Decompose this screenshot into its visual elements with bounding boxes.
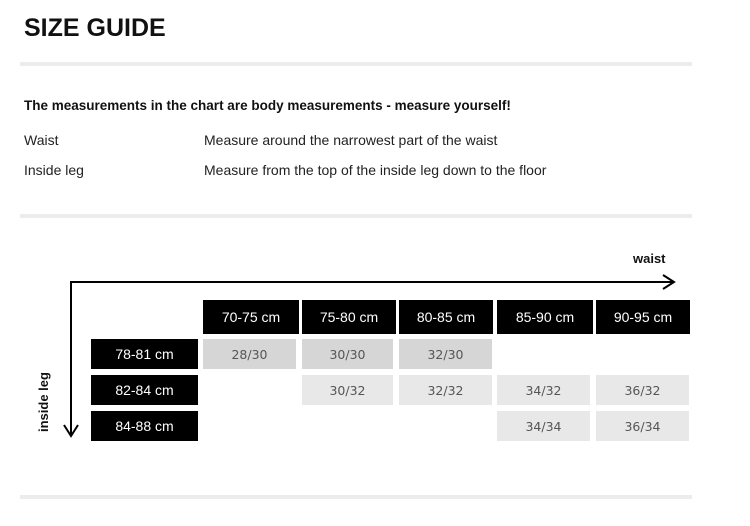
definition-term: Waist (24, 132, 59, 148)
waist-header-75-80: 75-80 cm (302, 300, 396, 334)
definition-description: Measure around the narrowest part of the waist (204, 132, 498, 148)
waist-axis-label: waist (633, 251, 666, 266)
size-cell: 32/32 (399, 375, 492, 405)
measurement-note: The measurements in the chart are body measurements - measure yourself! (24, 98, 511, 113)
size-cell: 30/30 (302, 339, 393, 369)
size-cell: 32/30 (399, 339, 492, 369)
waist-header-80-85: 80-85 cm (399, 300, 493, 334)
inside-leg-axis-label: inside leg (36, 372, 51, 432)
waist-header-90-95: 90-95 cm (596, 300, 690, 334)
page-title: SIZE GUIDE (24, 14, 166, 42)
size-cell: 34/34 (497, 411, 590, 441)
inside-leg-header-84-88: 84-88 cm (91, 411, 198, 441)
size-cell: 36/34 (596, 411, 689, 441)
divider-bottom (20, 495, 692, 499)
definition-description: Measure from the top of the inside leg down to the floor (204, 162, 547, 178)
size-cell: 28/30 (203, 339, 296, 369)
size-cell: 36/32 (596, 375, 689, 405)
inside-leg-header-78-81: 78-81 cm (91, 339, 198, 369)
waist-header-70-75: 70-75 cm (203, 300, 299, 334)
waist-header-85-90: 85-90 cm (497, 300, 593, 334)
size-cell: 30/32 (302, 375, 393, 405)
definition-term: Inside leg (24, 162, 84, 178)
size-cell: 34/32 (497, 375, 590, 405)
inside-leg-header-82-84: 82-84 cm (91, 375, 198, 405)
